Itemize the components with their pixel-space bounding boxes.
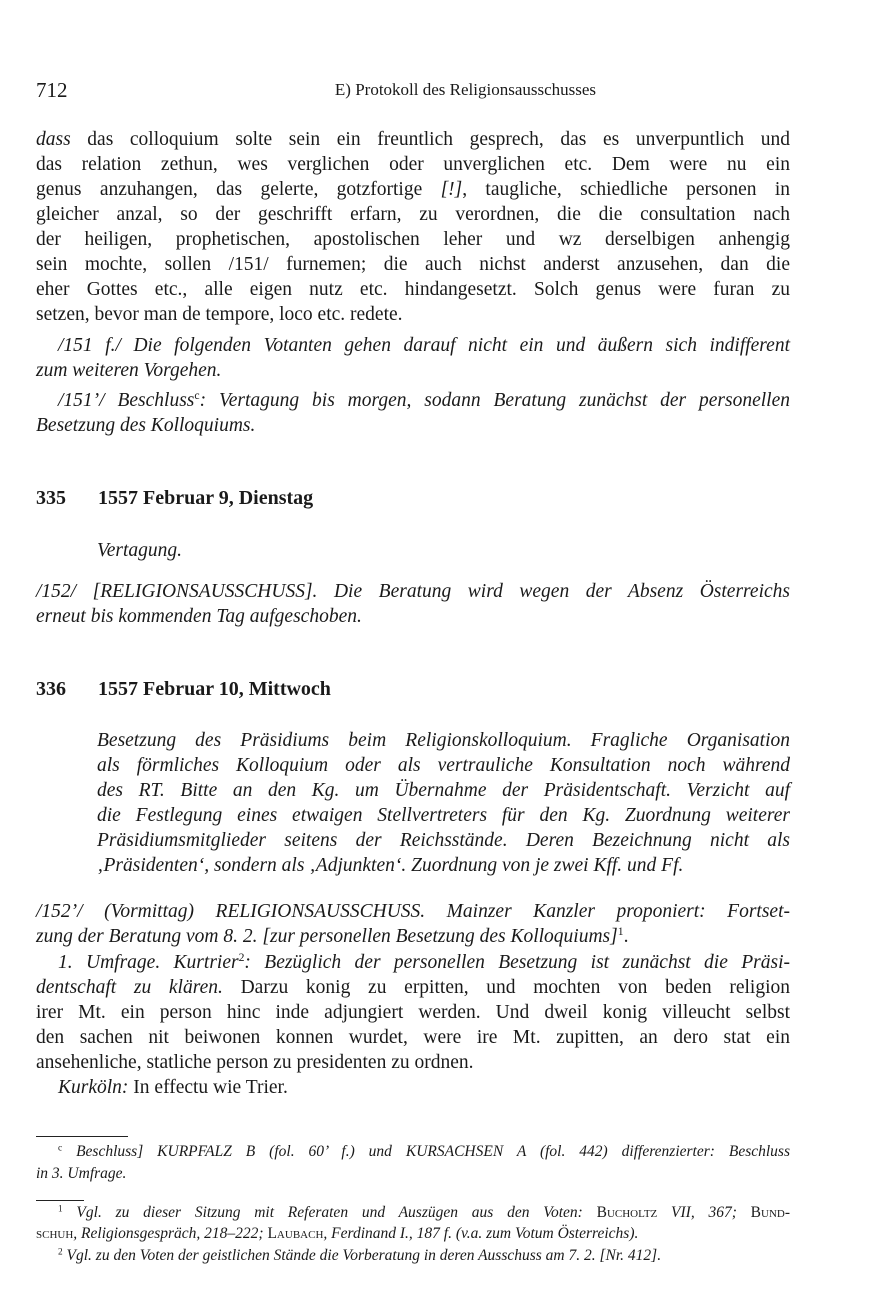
line-text <box>36 976 790 1000</box>
body-line <box>36 925 790 949</box>
text-run: das relation zethun, wes verglichen oder unverglichen etc. Dem were nu ein <box>36 154 790 175</box>
text-run: ansehenliche, statliche person zu presidenten zu ordnen. <box>36 1052 474 1073</box>
text-run: Bund- <box>750 1204 791 1221</box>
running-title: E) Protokoll des Religionsausschusses <box>334 80 597 99</box>
summary-line <box>97 854 790 878</box>
line-text <box>58 1203 790 1223</box>
block1-line <box>36 203 790 227</box>
line-text <box>97 854 683 878</box>
text-run: , Religionsgespräch, 218–222; <box>73 1225 268 1242</box>
footnote-marker: c <box>194 388 200 402</box>
text-run: VII, 367; <box>657 1204 751 1221</box>
text-run: dentschaft zu klären. <box>36 977 223 998</box>
text-run: irer Mt. ein person hinc inde adjungiert werden. Und dweil konig villeucht selbst <box>36 1002 790 1023</box>
body-line <box>58 1076 790 1100</box>
line-text <box>36 414 255 438</box>
body-line <box>36 1051 790 1075</box>
footnotes-num-line <box>58 1246 790 1266</box>
line-text <box>97 779 790 803</box>
entry-date: 1557 Februar 10, Mittwoch <box>98 678 331 700</box>
text-run: [!] <box>440 179 463 200</box>
summary-line <box>97 829 790 853</box>
line-text <box>36 253 790 277</box>
text-run: . <box>623 926 629 947</box>
text-run: : Bezüglich der personellen Besetzung ist zunächst die Präsi- <box>244 952 790 973</box>
text-run: das colloquium solte sein ein freuntlich gesprech, das es unverpuntlich und <box>70 129 790 150</box>
line-text <box>58 1142 790 1162</box>
body-line <box>36 900 790 924</box>
text-run: Beschluss] KURPFALZ B (fol. 60’ f.) und KURSACHSEN A (fol. 442) differenzierter: Beschluss <box>62 1143 790 1160</box>
summary-line <box>97 804 790 828</box>
text-run: Vgl. zu den Voten der geistlichen Stände die Vorberatung in deren Ausschuss am 7. 2. [Nr. 412]. <box>62 1247 662 1264</box>
text-run: In effectu wie Trier. <box>128 1077 288 1098</box>
text-run: gleicher anzal, so der geschrifft erfarn, zu verordnen, die die consultation nach <box>36 204 790 225</box>
line-text <box>97 829 790 853</box>
block1-line <box>36 303 790 327</box>
line-text <box>36 203 790 227</box>
entry-heading-335 <box>36 487 313 510</box>
block1-line <box>36 253 790 277</box>
line-text <box>97 539 182 563</box>
line-text <box>36 278 790 302</box>
text-run: die Festlegung eines etwaigen Stellvertreters für den Kg. Zuordnung weiterer <box>97 805 790 826</box>
text-run: zung der Beratung vom 8. 2. [zur personellen Besetzung des Kolloquiums] <box>36 926 618 947</box>
text-run: /152/ [RELIGIONSAUSSCHUSS]. Die Beratung wird wegen der Absenz Österreichs <box>36 581 790 602</box>
line-text <box>36 178 790 202</box>
text-run: zum weiteren Vorgehen. <box>36 360 222 381</box>
text-run: Präsidiumsmitglieder seitens der Reichsstände. Deren Bezeichnung nicht als <box>97 830 790 851</box>
line-text <box>36 1224 638 1244</box>
line-text <box>58 951 790 975</box>
block1-line <box>36 278 790 302</box>
summary-line <box>97 729 790 753</box>
text-run: , taugliche, schiedliche personen in <box>462 179 791 200</box>
text-run: , Ferdinand I., 187 f. (v.a. zum Votum Österreichs). <box>323 1225 639 1242</box>
text-run: des RT. Bitte an den Kg. um Übernahme der Präsidentschaft. Verzicht auf <box>97 780 790 801</box>
block1-line <box>58 389 790 413</box>
line-text <box>58 389 790 413</box>
summary-line <box>97 754 790 778</box>
body-line <box>58 951 790 975</box>
footnote-marker: c <box>58 1143 63 1154</box>
text-run: schuh <box>36 1225 74 1242</box>
text-run: /151 f./ Die folgenden Votanten gehen darauf nicht ein und äußern sich indifferent <box>58 335 790 356</box>
body-line <box>36 605 790 629</box>
footnote-marker: 1 <box>617 924 624 938</box>
text-run: ‚Präsidenten‘, sondern als ‚Adjunkten‘. Zuordnung von je zwei Kff. und Ff. <box>97 855 684 876</box>
line-text <box>36 925 628 949</box>
text-run: /151’/ Beschluss <box>58 390 195 411</box>
line-text <box>36 1001 790 1025</box>
summary-line <box>97 779 790 803</box>
text-run: den sachen nit beiwonen konnen wurdet, were ire Mt. zupitten, an dero stat ein <box>36 1027 790 1048</box>
block1-line <box>36 359 790 383</box>
footnote-marker: 1 <box>58 1204 63 1215</box>
block1-line <box>36 178 790 202</box>
line-text <box>36 900 790 924</box>
text-run: der heiligen, prophetischen, apostolischen leher und wz derselbigen anhengig <box>36 229 790 250</box>
entry-number: 335 <box>36 487 66 509</box>
block1-line <box>58 334 790 358</box>
text-run: als förmliches Kolloquium oder als vertrauliche Konsultation noch während <box>97 755 790 776</box>
line-text <box>36 128 790 152</box>
text-run: eher Gottes etc., alle eigen nutz etc. hindangesetzt. Solch genus were furan zu <box>36 279 790 300</box>
line-text <box>58 1246 661 1266</box>
text-run: Laubach <box>267 1225 324 1242</box>
text-run: Darzu konig zu erpitten, und mochten von beden religion <box>222 977 790 998</box>
footnotes-letter-line <box>58 1142 790 1162</box>
line-text <box>36 1164 126 1184</box>
footnotes-num-line <box>58 1203 790 1223</box>
footnote-rule <box>36 1200 84 1201</box>
entry-number: 336 <box>36 678 66 700</box>
line-text <box>36 605 362 629</box>
line-text <box>36 1026 790 1050</box>
block1-line <box>36 414 790 438</box>
text-run: Kurköln: <box>58 1077 129 1098</box>
summary-line <box>97 539 790 563</box>
line-text <box>36 580 790 604</box>
line-text <box>36 153 790 177</box>
text-run: /152’/ (Vormittag) RELIGIONSAUSSCHUSS. Mainzer Kanzler proponiert: Fortset- <box>36 901 790 922</box>
text-run: Vertagung. <box>97 540 183 561</box>
text-run: setzen, bevor man de tempore, loco etc. redete. <box>36 304 403 325</box>
text-run: in 3. Umfrage. <box>36 1165 127 1182</box>
block1-line <box>36 228 790 252</box>
line-text <box>36 359 221 383</box>
entry-date: 1557 Februar 9, Dienstag <box>98 487 314 509</box>
block1-line <box>36 153 790 177</box>
line-text <box>58 1076 288 1100</box>
line-text <box>58 334 790 358</box>
text-run: Besetzung des Präsidiums beim Religionskolloquium. Fragliche Organisation <box>97 730 790 751</box>
text-run: : Vertagung bis morgen, sodann Beratung zunächst der personellen <box>199 390 791 411</box>
footnote-rule <box>36 1136 128 1137</box>
text-run: sein mochte, sollen /151/ furnemen; die auch nichst anderst anzusehen, dan die <box>36 254 790 275</box>
line-text <box>36 228 790 252</box>
text-run: genus anzuhangen, das gelerte, gotzfortige <box>36 179 441 200</box>
line-text <box>97 729 790 753</box>
text-run: Besetzung des Kolloquiums. <box>36 415 256 436</box>
text-run: Vgl. zu dieser Sitzung mit Referaten und Auszügen aus den Voten: <box>62 1204 597 1221</box>
page-number: 712 <box>36 78 68 102</box>
text-run: dass <box>36 129 71 150</box>
text-run: Bucholtz <box>596 1204 658 1221</box>
line-text <box>36 1051 474 1075</box>
line-text <box>36 303 403 327</box>
body-line <box>36 976 790 1000</box>
block1-line <box>36 128 790 152</box>
footnotes-letter-line <box>36 1164 790 1184</box>
body-line <box>36 1026 790 1050</box>
entry-heading-336 <box>36 678 331 701</box>
line-text <box>97 804 790 828</box>
line-text <box>97 754 790 778</box>
body-line <box>36 1001 790 1025</box>
footnote-marker: 2 <box>238 950 245 964</box>
body-line <box>36 580 790 604</box>
text-run: erneut bis kommenden Tag aufgeschoben. <box>36 606 362 627</box>
footnote-marker: 2 <box>58 1247 63 1258</box>
text-run: 1. Umfrage. Kurtrier <box>58 952 239 973</box>
footnotes-num-line <box>36 1224 790 1244</box>
